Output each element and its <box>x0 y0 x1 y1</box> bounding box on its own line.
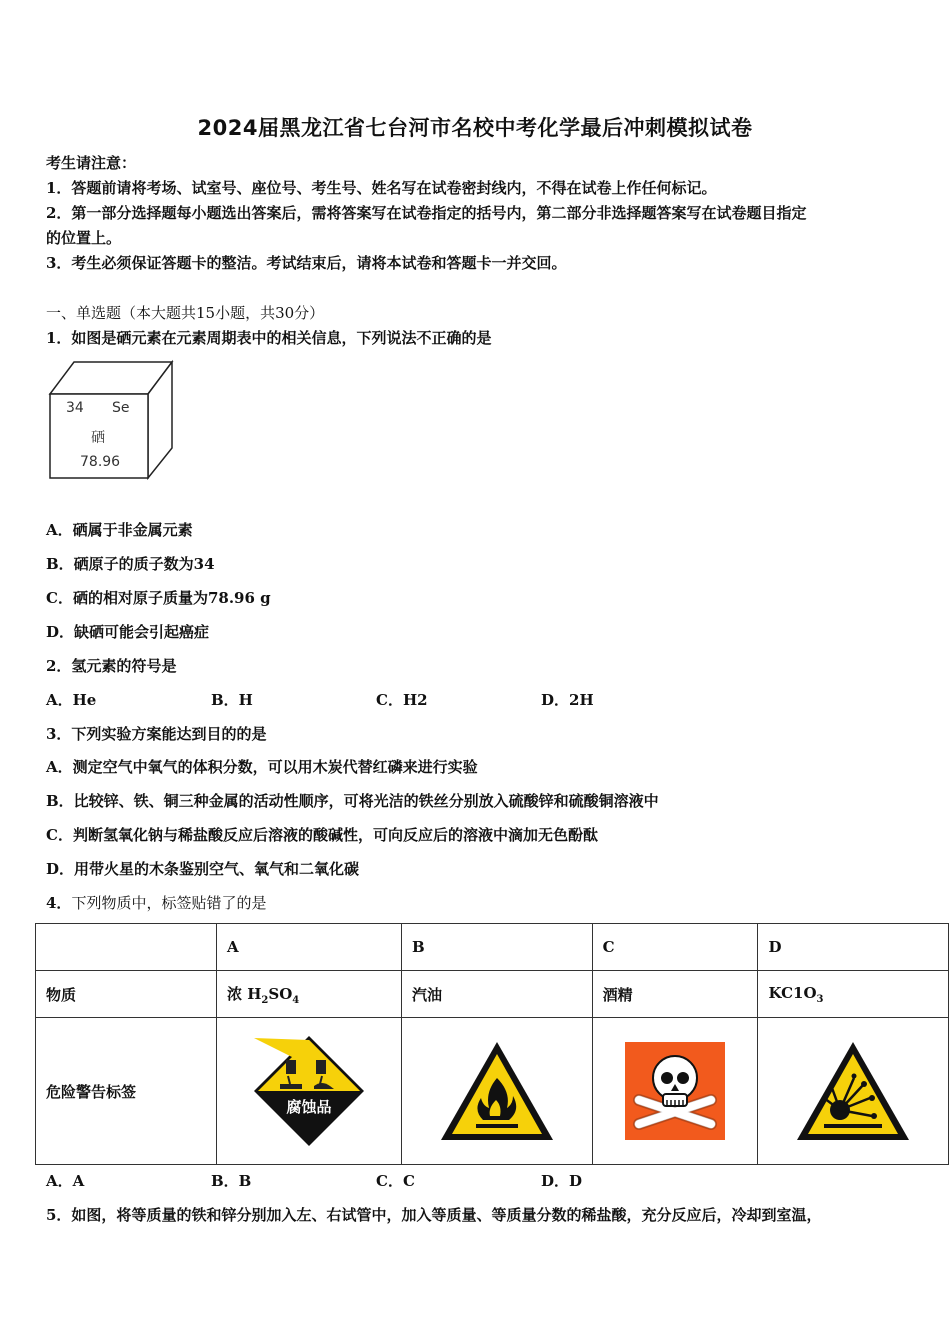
question-stem: 2．氢元素的符号是 <box>46 657 177 675</box>
option-b: B．H <box>211 691 253 709</box>
option-c: C．C <box>376 1172 415 1190</box>
option-a: A．A <box>46 1172 85 1190</box>
label-cell-d <box>758 1018 949 1165</box>
notice-item: 3．考生必须保证答题卡的整洁。考试结束后，请将本试卷和答题卡一并交回。 <box>46 254 567 272</box>
table-row <box>36 924 949 971</box>
atomic-mass: 78.96 <box>80 454 121 470</box>
option-b: B．比较锌、铁、铜三种金属的活动性顺序，可将光洁的铁丝分别放入硫酸锌和硫酸铜溶液中 <box>46 792 659 810</box>
table-row <box>36 971 949 1018</box>
column-header-c: C <box>592 924 758 971</box>
option-c: C．判断氢氧化钠与稀盐酸反应后溶液的酸碱性，可向反应后的溶液中滴加无色酚酞 <box>46 826 598 844</box>
row-label-warning: 危险警告标签 <box>36 1018 217 1165</box>
column-header-d: D <box>758 924 949 971</box>
option-b: B．B <box>211 1172 252 1190</box>
question-stem: 5．如图，将等质量的铁和锌分别加入左、右试管中，加入等质量、等质量分数的稀盐酸，充分反应后，冷却到室温， <box>46 1206 822 1224</box>
option-c: C．硒的相对原子质量为78.96 g <box>46 589 271 607</box>
question-text: 下列物质中，标签贴错了的是 <box>71 894 267 912</box>
corrosive-icon <box>252 1034 366 1148</box>
explosive-icon <box>794 1038 912 1144</box>
option-b: B．硒原子的质子数为34 <box>46 555 215 573</box>
notice-item: 2．第一部分选择题每小题选出答案后，需将答案写在试卷指定的括号内，第二部分非选择题答案写在试卷题目指定 <box>46 204 807 222</box>
option-a: A．He <box>46 691 97 709</box>
option-d: D．缺硒可能会引起癌症 <box>46 623 210 641</box>
notice-heading: 考生请注意： <box>46 154 137 172</box>
question-stem: 3．下列实验方案能达到目的的是 <box>46 725 267 743</box>
column-header-a: A <box>217 924 402 971</box>
label-cell-a <box>217 1018 402 1165</box>
notice-item: 1．答题前请将考场、试室号、座位号、考生号、姓名写在试卷密封线内，不得在试卷上作任何标记。 <box>46 179 717 197</box>
page-title: 2024届黑龙江省七台河市名校中考化学最后冲刺模拟试卷 <box>197 116 753 140</box>
option-c: C．H2 <box>376 691 428 709</box>
toxic-icon <box>625 1042 725 1140</box>
hazard-table <box>35 923 949 1165</box>
substance-b: 汽油 <box>402 971 593 1018</box>
section-heading: 一、单选题（本大题共15小题，共30分） <box>46 304 325 322</box>
question-stem: 1．如图是硒元素在元素周期表中的相关信息，下列说法不正确的是 <box>46 329 492 347</box>
question-number: 4． <box>46 894 72 912</box>
label-cell-c <box>592 1018 758 1165</box>
row-label-substance: 物质 <box>36 971 217 1018</box>
element-symbol: Se <box>112 400 130 416</box>
option-d: D．2H <box>541 691 594 709</box>
option-a: A．硒属于非金属元素 <box>46 521 193 539</box>
column-header-b: B <box>402 924 593 971</box>
table-cell <box>36 924 217 971</box>
option-a: A．测定空气中氧气的体积分数，可以用木炭代替红磷来进行实验 <box>46 758 478 776</box>
atomic-number: 34 <box>66 400 84 416</box>
notice-item: 的位置上。 <box>46 229 122 247</box>
substance-c: 酒精 <box>592 971 758 1018</box>
corrosive-label: 腐蚀品 <box>286 1098 332 1116</box>
substance-d: $KC1O_3$ <box>758 971 949 1018</box>
flammable-icon <box>438 1038 556 1144</box>
question-stem <box>46 892 266 913</box>
element-name: 硒 <box>91 430 105 446</box>
option-d: D．用带火星的木条鉴别空气、氧气和二氧化碳 <box>46 860 360 878</box>
label-cell-b <box>402 1018 593 1165</box>
element-card <box>46 358 176 482</box>
table-row <box>36 1018 949 1165</box>
substance-a: 浓 $H_2SO_4$ <box>217 971 402 1018</box>
options-row <box>46 689 706 710</box>
options-row <box>46 1170 706 1191</box>
option-d: D．D <box>541 1172 583 1190</box>
